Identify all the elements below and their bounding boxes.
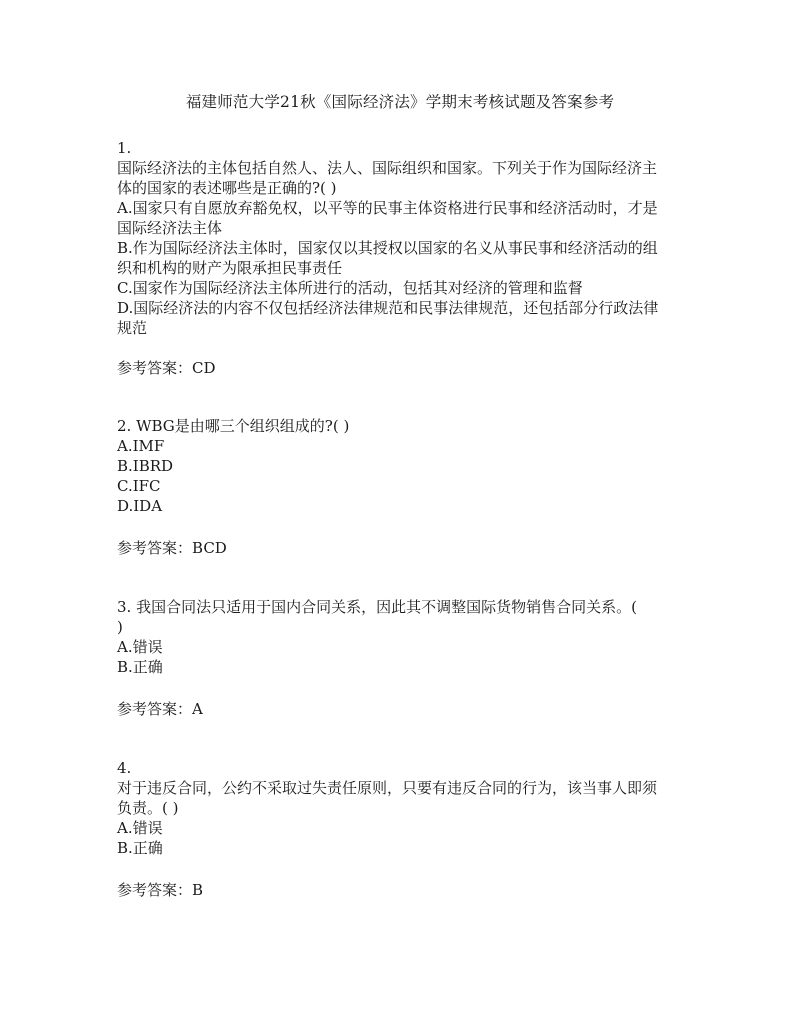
answer-value: B [192, 881, 204, 899]
answer-label: 参考答案： [117, 700, 193, 718]
question-4 [117, 758, 687, 858]
answer-label: 参考答案： [117, 881, 193, 899]
document-title: 福建师范大学21秋《国际经济法》学期末考核试题及答案参考 [185, 93, 615, 111]
answer-4 [117, 880, 203, 900]
answer-value: CD [192, 359, 216, 377]
question-stem-line: 负责。( ) [117, 799, 179, 817]
option-d-line: D.国际经济法的内容不仅包括经济法律规范和民事法律规范，还包括部分行政法律 [117, 299, 659, 317]
question-3 [117, 597, 687, 677]
option-a-line: A.错误 [117, 819, 163, 837]
option-a-line: A.错误 [117, 638, 163, 656]
option-d-line: D.IDA [117, 497, 163, 515]
answer-1 [117, 358, 216, 378]
option-b-line: B.正确 [117, 658, 163, 676]
answer-label: 参考答案： [117, 359, 193, 377]
answer-value: A [192, 700, 203, 718]
answer-3 [117, 699, 203, 719]
question-1 [117, 138, 687, 338]
question-number: 4. [117, 759, 132, 777]
option-b-line: B.IBRD [117, 457, 174, 475]
option-c-line: C.国家作为国际经济法主体所进行的活动，包括其对经济的管理和监督 [117, 279, 583, 297]
question-stem-line: 对于违反合同，公约不采取过失责任原则，只要有违反合同的行为，该当事人即须 [117, 779, 658, 797]
option-a-line: A.国家只有自愿放弃豁免权，以平等的民事主体资格进行民事和经济活动时，才是 [117, 199, 658, 217]
question-2 [117, 416, 687, 516]
question-stem-line: 3. 我国合同法只适用于国内合同关系，因此其不调整国际货物销售合同关系。( [117, 598, 637, 616]
option-a-line: A.IMF [117, 437, 165, 455]
option-d-line: 规范 [117, 319, 148, 337]
option-c-line: C.IFC [117, 477, 161, 495]
question-number: 1. [117, 139, 132, 157]
option-b-line: B.作为国际经济法主体时，国家仅以其授权以国家的名义从事民事和经济活动的组 [117, 239, 658, 257]
question-stem-line: 国际经济法的主体包括自然人、法人、国际组织和国家。下列关于作为国际经济主 [117, 159, 658, 177]
answer-label: 参考答案： [117, 539, 193, 557]
answer-value: BCD [192, 539, 227, 557]
question-stem-line: 体的国家的表述哪些是正确的?( ) [117, 179, 337, 197]
option-b-line: B.正确 [117, 839, 163, 857]
question-stem-line: ) [117, 618, 123, 636]
answer-2 [117, 538, 227, 558]
option-b-line: 织和机构的财产为限承担民事责任 [117, 259, 343, 277]
question-stem-line: 2. WBG是由哪三个组织组成的?( ) [117, 417, 350, 435]
option-a-line: 国际经济法主体 [117, 219, 223, 237]
